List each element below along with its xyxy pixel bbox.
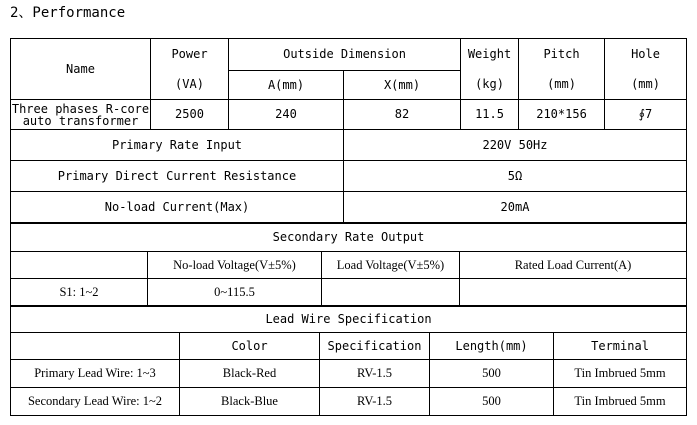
header-pitch-unit: (mm) — [519, 71, 605, 100]
header-name: Name — [11, 39, 151, 100]
secondary-blank-header — [11, 252, 148, 279]
lead-col-color: Color — [180, 333, 320, 360]
header-x: X(mm) — [344, 71, 461, 100]
lead-row-spec: RV-1.5 — [320, 388, 430, 416]
secondary-row-current — [460, 279, 687, 306]
performance-table — [10, 38, 687, 223]
lead-row-terminal: Tin Imbrued 5mm — [554, 388, 687, 416]
header-power-unit: (VA) — [151, 71, 229, 100]
row-name-line1: Three phases R-core — [11, 101, 150, 116]
header-weight: Weight — [461, 39, 519, 71]
lead-row-label: Secondary Lead Wire: 1~2 — [11, 388, 180, 416]
secondary-row-label: S1: 1~2 — [11, 279, 148, 306]
lead-col-terminal: Terminal — [554, 333, 687, 360]
param-label-resistance: Primary Direct Current Resistance — [11, 161, 344, 192]
param-value-resistance: 5Ω — [344, 161, 687, 192]
lead-row-length: 500 — [430, 388, 554, 416]
table-row — [11, 388, 687, 416]
secondary-col-current: Rated Load Current(A) — [460, 252, 687, 279]
row-pitch: 210*156 — [519, 100, 605, 130]
lead-row-spec: RV-1.5 — [320, 360, 430, 388]
header-pitch: Pitch — [519, 39, 605, 71]
lead-row-color: Black-Red — [180, 360, 320, 388]
param-label-rate-input: Primary Rate Input — [11, 130, 344, 161]
row-hole: ∮7 — [605, 100, 687, 130]
section-heading: 2、Performance — [10, 5, 126, 21]
header-hole-unit: (mm) — [605, 71, 687, 100]
row-name-line2: auto transformer — [22, 113, 139, 128]
param-value-noload-current: 20mA — [344, 192, 687, 223]
row-weight: 11.5 — [461, 100, 519, 130]
lead-wire-table — [10, 306, 687, 416]
lead-blank-header — [11, 333, 180, 360]
header-a: A(mm) — [229, 71, 344, 100]
lead-col-spec: Specification — [320, 333, 430, 360]
secondary-col-noload: No-load Voltage(V±5%) — [148, 252, 322, 279]
header-outside-dimension: Outside Dimension — [229, 39, 461, 71]
param-value-rate-input: 220V 50Hz — [344, 130, 687, 161]
row-a: 240 — [229, 100, 344, 130]
row-name — [11, 100, 151, 130]
lead-title: Lead Wire Specification — [11, 307, 687, 333]
secondary-col-load: Load Voltage(V±5%) — [322, 252, 460, 279]
param-label-noload-current: No-load Current(Max) — [11, 192, 344, 223]
header-hole: Hole — [605, 39, 687, 71]
header-power: Power — [151, 39, 229, 71]
lead-col-length: Length(mm) — [430, 333, 554, 360]
secondary-row-load — [322, 279, 460, 306]
secondary-output-table — [10, 223, 687, 306]
table-row — [11, 360, 687, 388]
lead-row-label: Primary Lead Wire: 1~3 — [11, 360, 180, 388]
row-power: 2500 — [151, 100, 229, 130]
secondary-row-noload: 0~115.5 — [148, 279, 322, 306]
lead-row-length: 500 — [430, 360, 554, 388]
row-x: 82 — [344, 100, 461, 130]
header-weight-unit: (kg) — [461, 71, 519, 100]
lead-row-color: Black-Blue — [180, 388, 320, 416]
secondary-title: Secondary Rate Output — [11, 224, 687, 252]
lead-row-terminal: Tin Imbrued 5mm — [554, 360, 687, 388]
